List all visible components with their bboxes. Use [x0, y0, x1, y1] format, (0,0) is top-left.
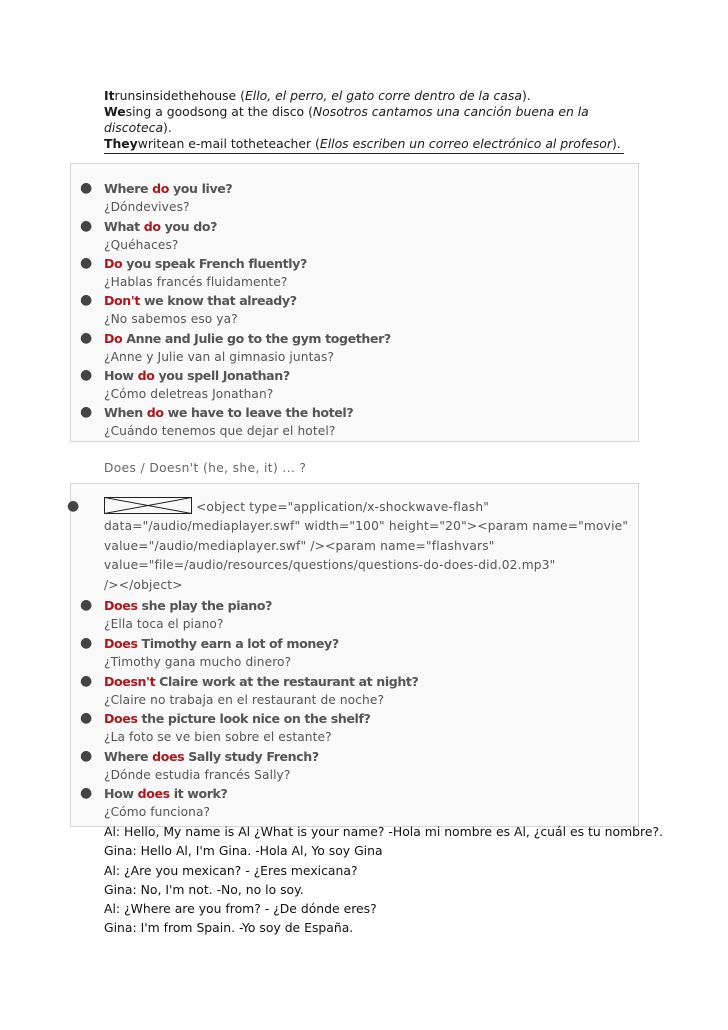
question-text: What do you do?	[104, 219, 218, 234]
answer-text: ¿Hablas francés fluidamente?	[104, 275, 288, 289]
answer-text: ¿Dónde estudia francés Sally?	[104, 768, 291, 782]
embedded-object-code: <object type="application/x-shockwave-flash" data="/audio/mediaplayer.swf" width="100" height="20"><param name="movie" value="/audio/mediaplayer.swf" /><param name="flashvars" value="file=/audio/resources/questions/questions-do-does-did.02.mp3" /></object>	[104, 497, 624, 595]
bullet-icon: ●	[80, 292, 93, 308]
answer-text: ¿Cuándo tenemos que dejar el hotel?	[104, 424, 336, 438]
question-text: How do you spell Jonathan?	[104, 368, 290, 383]
bullet-icon: ●	[80, 330, 93, 346]
bullet-icon: ●	[80, 367, 93, 383]
answer-text: ¿La foto se ve bien sobre el estante?	[104, 730, 332, 744]
question-text: Do you speak French fluently?	[104, 256, 307, 271]
answer-text: ¿Cómo deletreas Jonathan?	[104, 387, 274, 401]
dialogue	[104, 822, 663, 938]
bullet-icon: ●	[67, 498, 80, 514]
answer-text: ¿Dóndevives?	[104, 200, 190, 214]
question-text: When do we have to leave the hotel?	[104, 405, 354, 420]
bullet-icon: ●	[80, 673, 93, 689]
dialogue-line: Gina: I'm from Spain. -Yo soy de España.	[104, 920, 354, 936]
bullet-icon: ●	[80, 635, 93, 651]
question-text: Don't we know that already?	[104, 293, 297, 308]
does-heading: Does / Doesn't (he, she, it) ... ?	[104, 461, 307, 475]
question-text: Does Timothy earn a lot of money?	[104, 636, 339, 651]
answer-text: ¿Cómo funciona?	[104, 805, 211, 819]
answer-text: ¿Ella toca el piano?	[104, 617, 224, 631]
dialogue-line: Gina: No, I'm not. -No, no lo soy.	[104, 881, 304, 897]
answer-text: ¿Claire no trabaja en el restaurant de noche?	[104, 693, 385, 707]
answer-text: ¿Timothy gana mucho dinero?	[104, 655, 292, 669]
intro-line: Wesing a goodsong at the disco (Nosotros cantamos una canción buena en la	[104, 104, 589, 119]
answer-text: ¿Quéhaces?	[104, 238, 179, 252]
bullet-icon: ●	[80, 785, 93, 801]
broken-media-placeholder-icon	[104, 497, 192, 514]
bullet-icon: ●	[80, 218, 93, 234]
bullet-icon: ●	[80, 255, 93, 271]
intro-line: Theywritean e-mail totheteacher (Ellos escriben un correo electrónico al profesor).	[104, 136, 624, 154]
dialogue-line: Gina: Hello Al, I'm Gina. -Hola Al, Yo soy Gina	[104, 843, 383, 859]
answer-text: ¿Anne y Julie van al gimnasio juntas?	[104, 350, 335, 364]
question-text: Do Anne and Julie go to the gym together?	[104, 331, 391, 346]
bullet-icon: ●	[80, 710, 93, 726]
question-text: Does she play the piano?	[104, 598, 273, 613]
intro-line: Itrunsinsidethehouse (Ello, el perro, el gato corre dentro de la casa).	[104, 88, 531, 103]
dialogue-line: Al: Hello, My name is Al ¿What is your name? -Hola mi nombre es Al, ¿cuál es tu nombre?.	[104, 824, 663, 839]
question-text: Does the picture look nice on the shelf?	[104, 711, 371, 726]
bullet-icon: ●	[80, 597, 93, 613]
question-text: Doesn't Claire work at the restaurant at night?	[104, 674, 419, 689]
question-text: Where does Sally study French?	[104, 749, 319, 764]
intro-line: discoteca).	[104, 120, 172, 135]
question-text: How does it work?	[104, 786, 228, 801]
question-text: Where do you live?	[104, 181, 233, 196]
dialogue-line: Al: ¿Are you mexican? - ¿Eres mexicana?	[104, 862, 358, 878]
answer-text: ¿No sabemos eso ya?	[104, 312, 238, 326]
intro-sentences	[104, 88, 624, 154]
bullet-icon: ●	[80, 748, 93, 764]
bullet-icon: ●	[80, 180, 93, 196]
dialogue-line: Al: ¿Where are you from? - ¿De dónde eres?	[104, 901, 377, 917]
bullet-icon: ●	[80, 404, 93, 420]
